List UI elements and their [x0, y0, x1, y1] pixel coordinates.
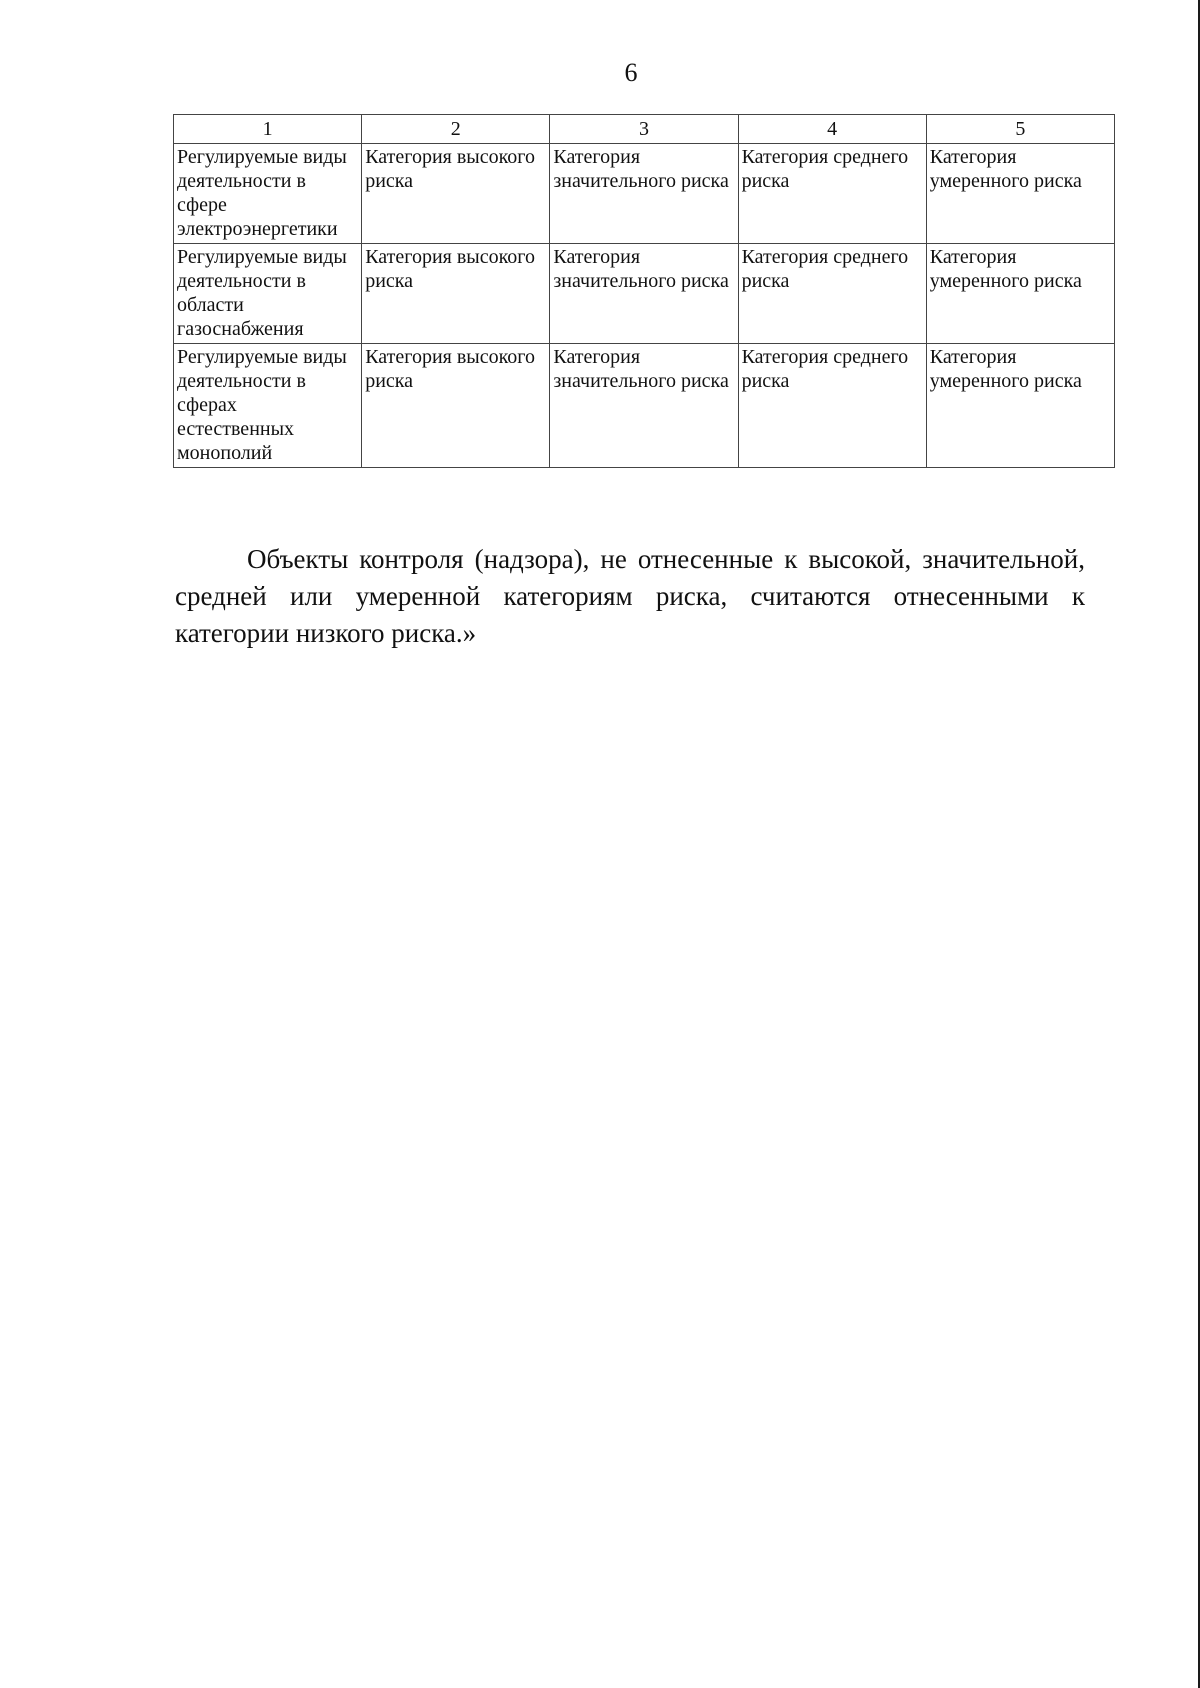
moderate-risk-cell: Категория умеренного риска	[926, 344, 1114, 468]
table-header-cell: 5	[926, 115, 1114, 144]
table-row	[174, 344, 1115, 468]
table-header-cell: 4	[738, 115, 926, 144]
moderate-risk-cell: Категория умеренного риска	[926, 244, 1114, 344]
high-risk-cell: Категория высокого риска	[362, 244, 550, 344]
medium-risk-cell: Категория среднего риска	[738, 144, 926, 244]
high-risk-cell: Категория высокого риска	[362, 144, 550, 244]
medium-risk-cell: Категория среднего риска	[738, 244, 926, 344]
activity-cell: Регулируемые виды деятельности в сфере электроэнергетики	[174, 144, 362, 244]
risk-category-table	[173, 114, 1115, 468]
table-row	[174, 244, 1115, 344]
table-header-cell: 3	[550, 115, 738, 144]
activity-cell: Регулируемые виды деятельности в области газоснабжения	[174, 244, 362, 344]
table-header-row	[174, 115, 1115, 144]
moderate-risk-cell: Категория умеренного риска	[926, 144, 1114, 244]
significant-risk-cell: Категория значительного риска	[550, 144, 738, 244]
page-number: 6	[624, 58, 638, 87]
activity-cell: Регулируемые виды деятельности в сферах естественных монополий	[174, 344, 362, 468]
closing-paragraph: Объекты контроля (надзора), не отнесенные к высокой, значительной, средней или умеренной категориям риска, считаются отнесенными к категории низкого риска.»	[175, 544, 1085, 648]
table-row	[174, 144, 1115, 244]
table-header-cell: 1	[174, 115, 362, 144]
significant-risk-cell: Категория значительного риска	[550, 244, 738, 344]
high-risk-cell: Категория высокого риска	[362, 344, 550, 468]
significant-risk-cell: Категория значительного риска	[550, 344, 738, 468]
medium-risk-cell: Категория среднего риска	[738, 344, 926, 468]
table-header-cell: 2	[362, 115, 550, 144]
